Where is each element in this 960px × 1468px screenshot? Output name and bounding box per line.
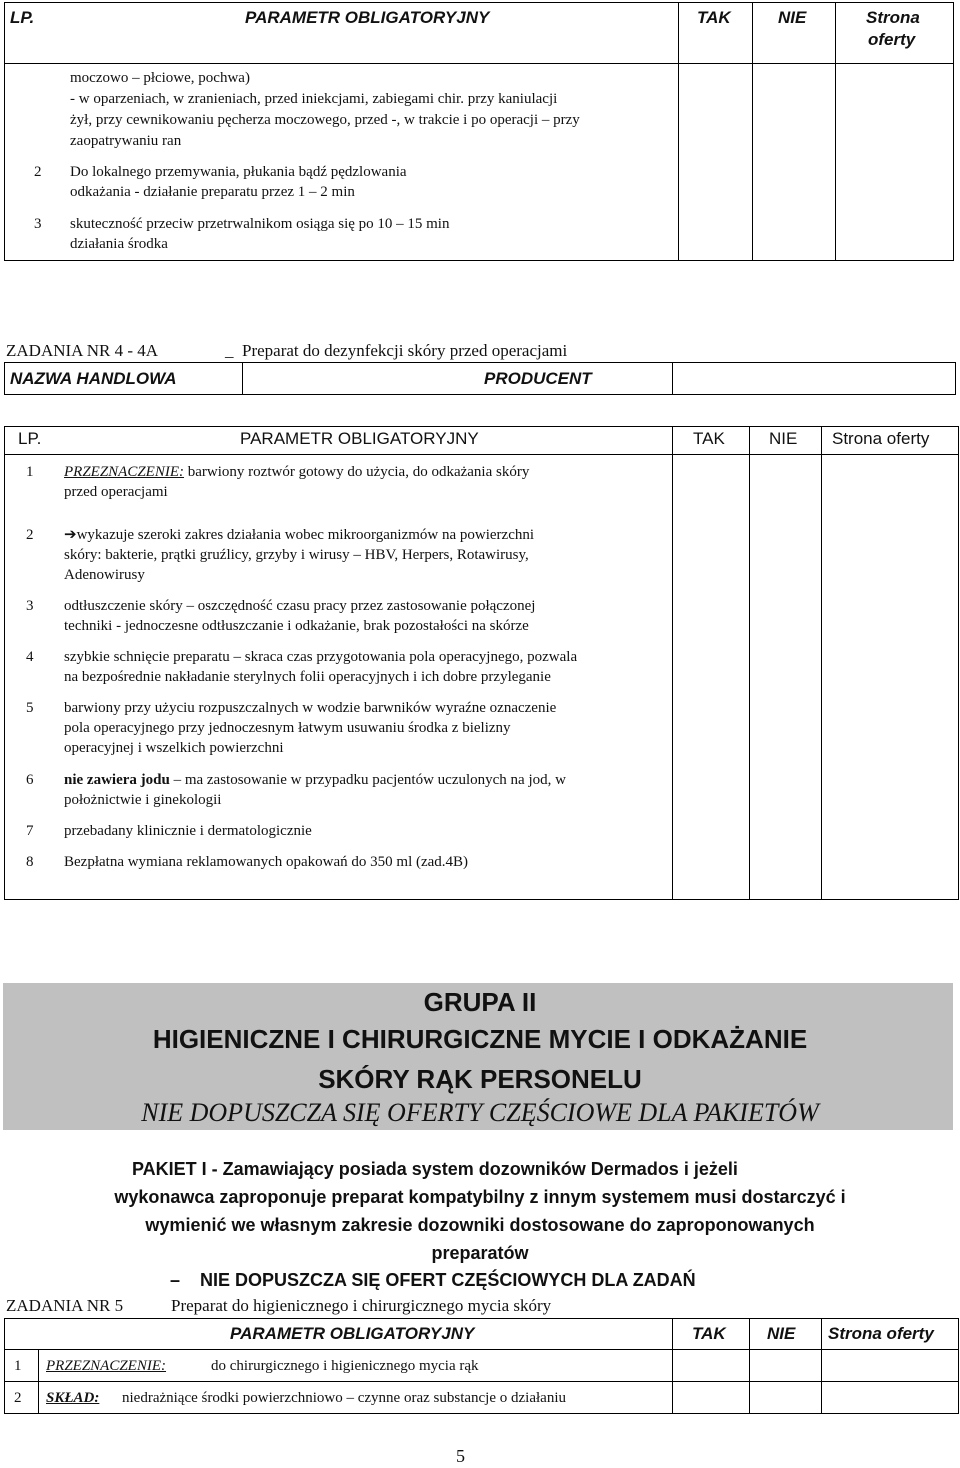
t3-col-strona: Strona oferty bbox=[828, 1324, 934, 1343]
pakiet-line-1: PAKIET I - Zamawiający posiada system dozowników Dermados i jeżeli bbox=[132, 1159, 738, 1179]
t2-row-2-text-1: wykazuje szeroki zakres działania wobec mikroorganizmów na powierzchni bbox=[76, 527, 535, 543]
t2-row-1-text-2: przed operacjami bbox=[64, 484, 168, 500]
t2-row-7-number: 7 bbox=[26, 823, 34, 839]
t3-row-2-number: 2 bbox=[14, 1390, 22, 1406]
t2-row-1-text bbox=[64, 462, 529, 482]
row-3-number: 3 bbox=[34, 216, 42, 232]
t2-row-5-text-1: barwiony przy użyciu rozpuszczalnych w wodzie barwników wyraźne oznaczenie bbox=[64, 700, 557, 716]
arrow-right-icon: ➔ bbox=[64, 527, 77, 543]
t2-row-6-text-1: – ma zastosowanie w przypadku pacjentów uczulonych na jod, w bbox=[169, 772, 566, 788]
t2-row-2-text-3: Adenowirusy bbox=[64, 567, 145, 583]
t2-row-4-text-1: szybkie schnięcie preparatu – skraca czas przygotowania pola operacyjnego, pozwala bbox=[64, 649, 578, 665]
t3-col-param: PARAMETR OBLIGATORYJNY bbox=[230, 1324, 475, 1343]
t2-row-3-text-1: odtłuszczenie skóry – oszczędność czasu pracy przez zastosowanie połączonej bbox=[64, 598, 536, 614]
t2-row-2-line-1 bbox=[64, 525, 534, 545]
pakiet-line-4: preparatów bbox=[431, 1243, 529, 1263]
t2-col-strona: Strona oferty bbox=[832, 429, 930, 448]
pakiet-line-3: wymienić we własnym zakresie dozowniki dostosowane do zaproponowanych bbox=[145, 1215, 815, 1235]
t2-row-7-text-1: przebadany klinicznie i dermatologicznie bbox=[64, 823, 312, 839]
t2-col-lp: LP. bbox=[18, 429, 42, 448]
t3-col-nie: NIE bbox=[767, 1324, 796, 1343]
pakiet-line-2: wykonawca zaproponuje preparat kompatybilny z innym systemem musi dostarczyć i bbox=[114, 1187, 846, 1207]
t2-row-6-line-1 bbox=[64, 770, 566, 790]
t2-row-2-text-2: skóry: bakterie, prątki gruźlicy, grzyby i wirusy – HBV, Herpers, Rotawirusy, bbox=[64, 547, 529, 563]
t2-row-6-text-2: położnictwie i ginekologii bbox=[64, 792, 222, 808]
t3-row-2-text: niedrażniące środki powierzchniowo – czynne oraz substancje o działaniu bbox=[122, 1390, 566, 1406]
t2-row-6-bold: nie zawiera jodu bbox=[64, 772, 170, 788]
t2-row-5-text-3: operacyjnej i wszelkich powierzchni bbox=[64, 740, 284, 756]
t2-row-4-number: 4 bbox=[26, 649, 34, 665]
row-1-line-4: zaopatrywaniu ran bbox=[70, 133, 182, 149]
t2-row-5-number: 5 bbox=[26, 700, 34, 716]
t3-row-2-label: SKŁAD: bbox=[46, 1390, 100, 1406]
t2-row-6-number: 6 bbox=[26, 772, 34, 788]
grupa-note: NIE DOPUSZCZA SIĘ OFERTY CZĘŚCIOWE DLA PAKIETÓW bbox=[141, 1098, 819, 1127]
page-number: 5 bbox=[456, 1446, 465, 1466]
t3-row-1-number: 1 bbox=[14, 1358, 22, 1374]
zadania-4-dash: _ bbox=[225, 341, 234, 360]
t3-col-tak: TAK bbox=[692, 1324, 726, 1343]
col-strona-header: Strona bbox=[866, 8, 920, 27]
t2-row-5-text-2: pola operacyjnego przy jednoczesnym łatwym usuwaniu środka z bielizny bbox=[64, 720, 511, 736]
row-2-number: 2 bbox=[34, 164, 42, 180]
t2-row-2-number: 2 bbox=[26, 527, 34, 543]
t3-row-1-label: PRZEZNACZENIE: bbox=[46, 1358, 167, 1374]
zadania-5-title: ZADANIA NR 5 bbox=[6, 1296, 124, 1315]
pakiet-line-5: – NIE DOPUSZCZA SIĘ OFERT CZĘŚCIOWYCH DLA ZADAŃ bbox=[170, 1270, 696, 1290]
producent-label: PRODUCENT bbox=[484, 369, 592, 388]
t3-row-1-text: do chirurgicznego i higienicznego mycia rąk bbox=[211, 1358, 479, 1374]
t2-col-nie: NIE bbox=[769, 429, 798, 448]
row-1-line-3: żył, przy cewnikowaniu pęcherza moczowego, przed -, w trakcie i po operacji – przy bbox=[70, 112, 580, 128]
row-3-line-2: działania środka bbox=[70, 236, 168, 252]
zadania-5-subject: Preparat do higienicznego i chirurgicznego mycia skóry bbox=[171, 1296, 552, 1315]
t2-row-8-text-1: Bezpłatna wymiana reklamowanych opakowań do 350 ml (zad.4B) bbox=[64, 854, 469, 870]
col-nie-header: NIE bbox=[778, 8, 807, 27]
t2-row-3-text-2: techniki - jednoczesne odtłuszczanie i odkażanie, brak pozostałości na skórze bbox=[64, 618, 529, 634]
t2-row-4-text-2: na bezpośrednie nakładanie sterylnych folii operacyjnych i ich dobre przyleganie bbox=[64, 669, 551, 685]
zadania-4-title: ZADANIA NR 4 - 4A bbox=[6, 341, 159, 360]
t2-row-1-label: PRZEZNACZENIE: bbox=[64, 464, 185, 480]
grupa-subtitle-2: SKÓRY RĄK PERSONELU bbox=[318, 1064, 642, 1094]
t2-row-3-number: 3 bbox=[26, 598, 34, 614]
col-tak-header: TAK bbox=[697, 8, 731, 27]
zadania-4-subject: Preparat do dezynfekcji skóry przed operacjami bbox=[242, 341, 568, 360]
grupa-title: GRUPA II bbox=[423, 987, 537, 1017]
row-1-line-2: - w oparzeniach, w zranieniach, przed iniekcjami, zabiegami chir. przy kaniulacji bbox=[70, 91, 558, 107]
row-2-line-1: Do lokalnego przemywania, płukania bądź pędzlowania bbox=[70, 164, 407, 180]
row-3-line-1: skuteczność przeciw przetrwalnikom osiąga się po 10 – 15 min bbox=[70, 216, 450, 232]
row-2-line-2: odkażania - działanie preparatu przez 1 – 2 min bbox=[70, 184, 355, 200]
t2-row-1-text-1: barwiony roztwór gotowy do użycia, do odkażania skóry bbox=[184, 464, 530, 480]
nazwa-handlowa-label: NAZWA HANDLOWA bbox=[10, 369, 177, 388]
t2-row-1-number: 1 bbox=[26, 464, 34, 480]
t2-col-tak: TAK bbox=[693, 429, 725, 448]
t2-row-8-number: 8 bbox=[26, 854, 34, 870]
col-lp-header: LP. bbox=[10, 8, 35, 27]
grupa-subtitle-1: HIGIENICZNE I CHIRURGICZNE MYCIE I ODKAŻANIE bbox=[152, 1024, 808, 1054]
col-oferty-header: oferty bbox=[868, 30, 916, 49]
t2-col-param: PARAMETR OBLIGATORYJNY bbox=[240, 429, 479, 448]
row-1-line-1: moczowo – płciowe, pochwa) bbox=[70, 70, 250, 86]
col-param-header: PARAMETR OBLIGATORYJNY bbox=[245, 8, 490, 27]
